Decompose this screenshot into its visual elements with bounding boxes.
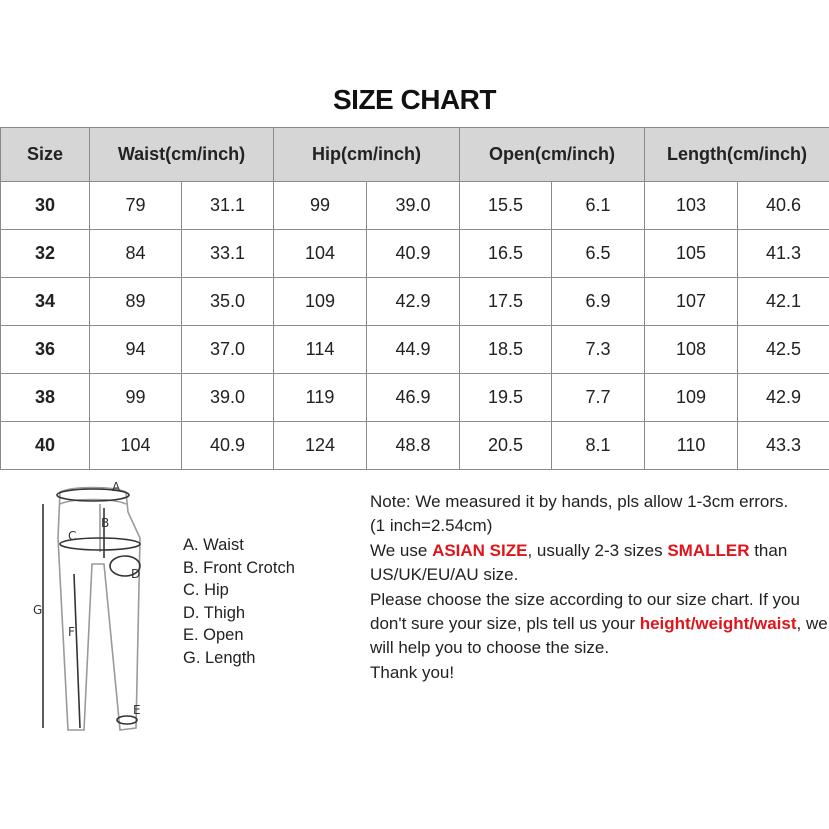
cell-open-cm: 19.5 xyxy=(460,374,552,422)
note-please: Please choose the size according to our size chart. If you don't sure your size, pls tell us your xyxy=(370,589,800,634)
cell-hip-cm: 99 xyxy=(274,182,367,230)
diagram-label-e: E xyxy=(133,703,141,717)
header-size: Size xyxy=(1,128,90,182)
cell-length-cm: 108 xyxy=(645,326,738,374)
table-header-row xyxy=(1,128,829,182)
table-row xyxy=(1,278,829,326)
table-row xyxy=(1,422,829,470)
cell-length-cm: 103 xyxy=(645,182,738,230)
cell-waist-cm: 104 xyxy=(90,422,182,470)
cell-length-in: 43.3 xyxy=(738,422,829,470)
cell-length-in: 41.3 xyxy=(738,230,829,278)
pants-outline xyxy=(58,488,140,731)
cell-open-cm: 16.5 xyxy=(460,230,552,278)
cell-size: 30 xyxy=(1,182,90,230)
diagram-label-d: D xyxy=(131,567,141,581)
table-row xyxy=(1,182,829,230)
cell-waist-in: 37.0 xyxy=(182,326,274,374)
cell-open-in: 7.3 xyxy=(552,326,645,374)
note-help: , we will help you to choose the size. xyxy=(370,614,828,658)
pants-diagram xyxy=(28,478,168,738)
cell-open-cm: 18.5 xyxy=(460,326,552,374)
table-row xyxy=(1,326,829,374)
height-weight-waist-highlight: height/weight/waist xyxy=(639,614,797,634)
legend-item-waist: A. Waist xyxy=(183,536,244,554)
cell-length-cm: 109 xyxy=(645,374,738,422)
cell-size: 34 xyxy=(1,278,90,326)
cell-open-in: 6.9 xyxy=(552,278,645,326)
diagram-label-b: B xyxy=(101,516,110,530)
cell-length-in: 40.6 xyxy=(738,182,829,230)
cell-open-cm: 15.5 xyxy=(460,182,552,230)
cell-hip-in: 40.9 xyxy=(367,230,460,278)
note-than: than US/UK/EU/AU size. xyxy=(370,540,788,585)
cell-length-cm: 110 xyxy=(645,422,738,470)
diagram-label-g: G xyxy=(33,603,43,617)
cell-hip-cm: 124 xyxy=(274,422,367,470)
legend-item-hip: C. Hip xyxy=(183,581,229,600)
cell-size: 40 xyxy=(1,422,90,470)
diagram-label-c: C xyxy=(68,529,77,543)
diagram-label-f: F xyxy=(68,625,75,639)
legend-item-front-crotch: B. Front Crotch xyxy=(183,558,295,577)
header-waist: Waist(cm/inch) xyxy=(90,128,274,182)
note-thanks: Thank you! xyxy=(370,662,455,682)
cell-length-cm: 107 xyxy=(645,278,738,326)
cell-hip-cm: 114 xyxy=(274,326,367,374)
cell-waist-in: 33.1 xyxy=(182,230,274,278)
cell-hip-cm: 104 xyxy=(274,230,367,278)
cell-waist-in: 39.0 xyxy=(182,374,274,422)
diagram-label-a: A xyxy=(112,480,121,494)
legend-item-open: E. Open xyxy=(183,626,244,645)
cell-waist-cm: 79 xyxy=(90,182,182,230)
note-usually: , usually 2-3 sizes xyxy=(527,540,668,560)
cell-waist-cm: 84 xyxy=(90,230,182,278)
open-measure xyxy=(117,716,137,724)
cell-waist-in: 35.0 xyxy=(182,278,274,326)
cell-hip-in: 48.8 xyxy=(367,422,460,470)
header-open: Open(cm/inch) xyxy=(460,128,645,182)
cell-open-cm: 17.5 xyxy=(460,278,552,326)
cell-open-in: 6.5 xyxy=(552,230,645,278)
cell-hip-in: 44.9 xyxy=(367,326,460,374)
cell-open-in: 8.1 xyxy=(552,422,645,470)
cell-open-cm: 20.5 xyxy=(460,422,552,470)
cell-length-in: 42.1 xyxy=(738,278,829,326)
table-row xyxy=(1,374,829,422)
cell-waist-cm: 89 xyxy=(90,278,182,326)
cell-hip-in: 46.9 xyxy=(367,374,460,422)
cell-waist-in: 40.9 xyxy=(182,422,274,470)
table-body xyxy=(1,182,829,470)
cell-hip-in: 42.9 xyxy=(367,278,460,326)
cell-waist-in: 31.1 xyxy=(182,182,274,230)
cell-open-in: 7.7 xyxy=(552,374,645,422)
note-asian-size-paragraph xyxy=(370,539,829,588)
size-chart-table xyxy=(0,127,829,470)
header-length: Length(cm/inch) xyxy=(645,128,829,182)
cell-size: 32 xyxy=(1,230,90,278)
smaller-highlight: SMALLER xyxy=(667,540,750,560)
cell-length-in: 42.9 xyxy=(738,374,829,422)
size-note xyxy=(370,490,829,685)
legend-item-length: G. Length xyxy=(183,648,256,667)
cell-hip-cm: 119 xyxy=(274,374,367,422)
measurement-legend xyxy=(183,534,295,670)
inseam-measure xyxy=(74,574,80,728)
cell-size: 38 xyxy=(1,374,90,422)
cell-length-cm: 105 xyxy=(645,230,738,278)
note-we-use: We use xyxy=(370,540,433,560)
asian-size-highlight: ASIAN SIZE xyxy=(432,540,528,560)
header-hip: Hip(cm/inch) xyxy=(274,128,460,182)
table-row xyxy=(1,230,829,278)
note-conversion-line: (1 inch=2.54cm) xyxy=(370,516,493,536)
cell-waist-cm: 99 xyxy=(90,374,182,422)
legend-item-thigh: D. Thigh xyxy=(183,603,246,622)
cell-hip-in: 39.0 xyxy=(367,182,460,230)
cell-hip-cm: 109 xyxy=(274,278,367,326)
cell-length-in: 42.5 xyxy=(738,326,829,374)
cell-open-in: 6.1 xyxy=(552,182,645,230)
note-measure-line: Note: We measured it by hands, pls allow 1-3cm errors. xyxy=(370,492,789,511)
page-title: SIZE CHART xyxy=(333,84,496,115)
cell-size: 36 xyxy=(1,326,90,374)
note-choose-paragraph xyxy=(370,588,829,661)
cell-waist-cm: 94 xyxy=(90,326,182,374)
